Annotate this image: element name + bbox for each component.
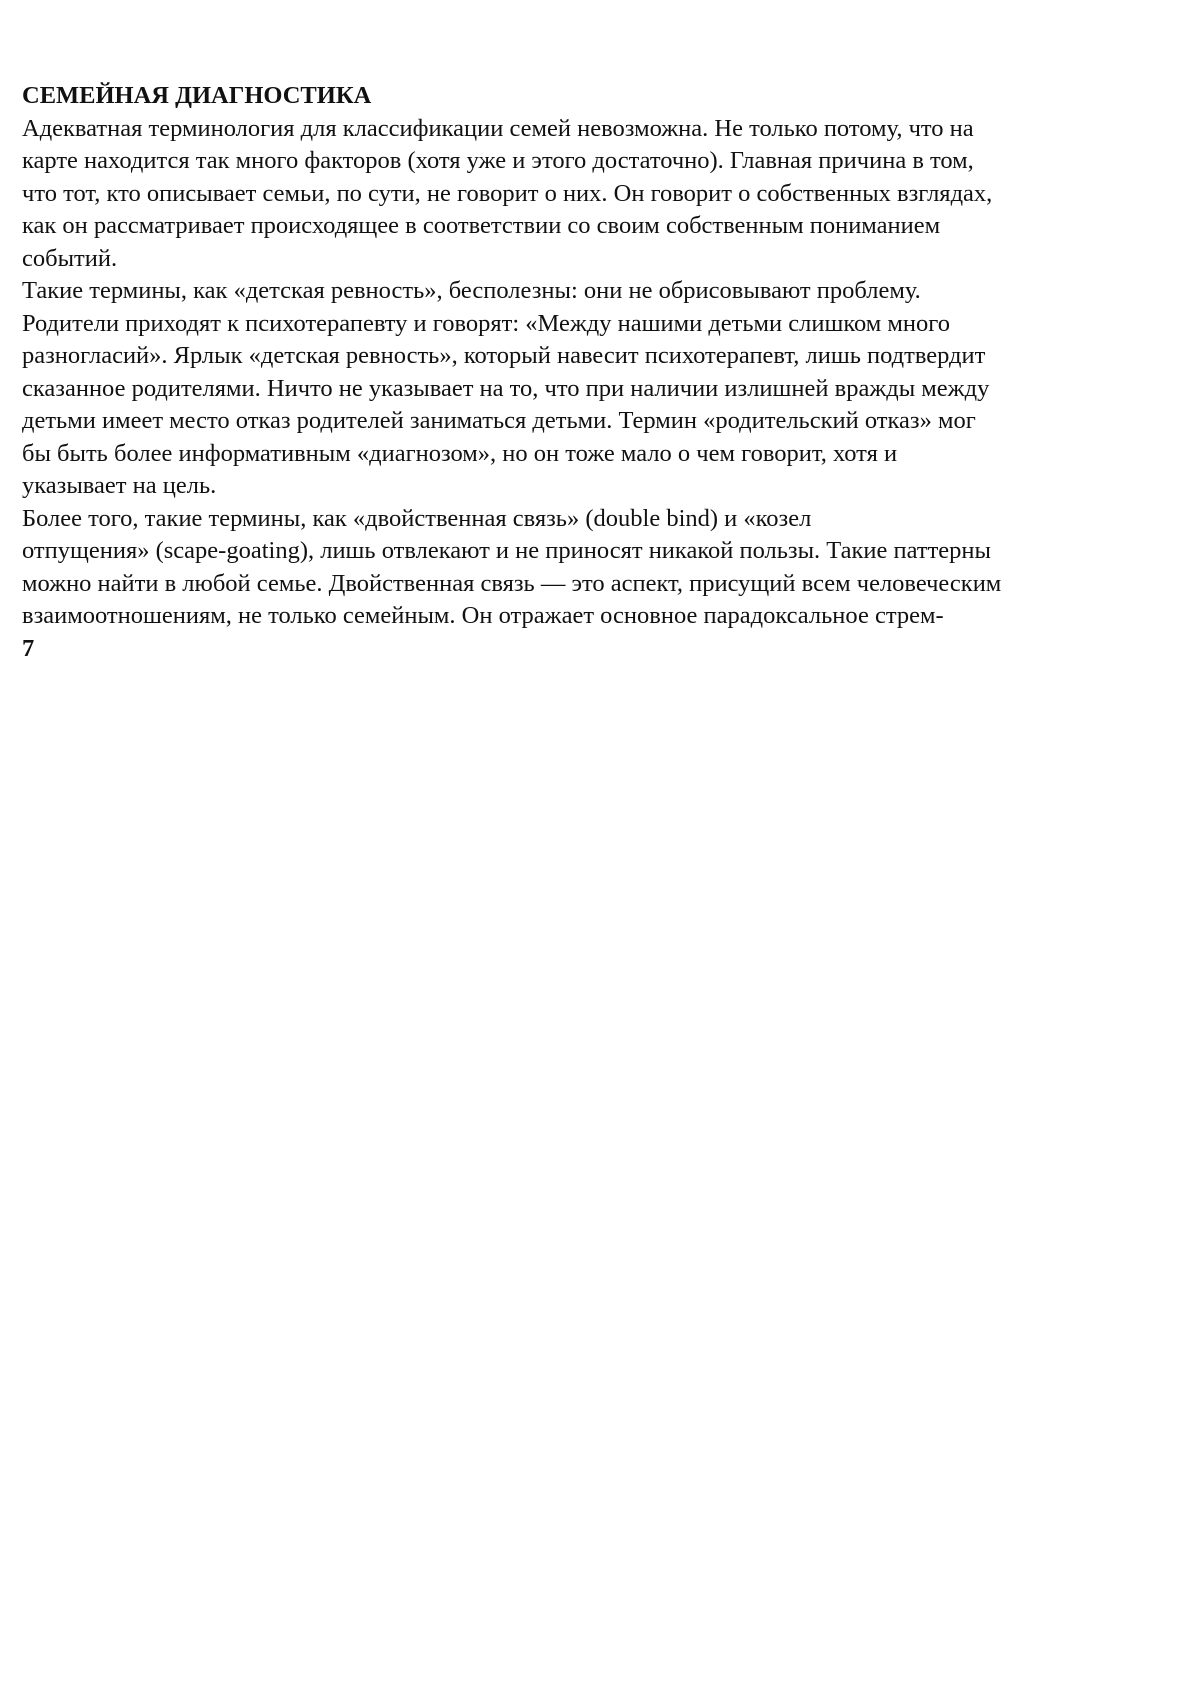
text-line: указывает на цель.	[22, 472, 217, 499]
document-body	[22, 113, 1182, 633]
text-line: можно найти в любой семье. Двойственная связь — это аспект, присущий всем человеческим	[22, 569, 1002, 597]
text-line: бы быть более информативным «диагнозом», но он тоже мало о чем говорит, хотя и	[22, 439, 898, 467]
text-line: карте находится так много факторов (хотя уже и этого достаточно). Главная причина в том,	[22, 147, 974, 174]
text-line: Такие термины, как «детская ревность», бесполезны: они не обрисовывают проблему.	[22, 277, 921, 304]
document-page	[22, 80, 1182, 665]
document-title: СЕМЕЙНАЯ ДИАГНОСТИКА	[22, 82, 372, 109]
text-line: детьми имеет место отказ родителей заниматься детьми. Термин «родительский отказ» мог	[22, 407, 976, 434]
text-line: отпущения» (scape-goating), лишь отвлекают и не приносят никакой пользы. Такие паттерны	[22, 537, 991, 564]
text-line: событий.	[22, 244, 118, 272]
text-line: как он рассматривает происходящее в соответствии со своим собственным пониманием	[22, 212, 941, 239]
page-number: 7	[22, 634, 35, 662]
text-line: что тот, кто описывает семьи, по сути, не говорит о них. Он говорит о собственных взглядах,	[22, 179, 993, 207]
text-line: Адекватная терминология для классификации семей невозможна. Не только потому, что на	[22, 114, 974, 142]
text-line: разногласий». Ярлык «детская ревность», который навесит психотерапевт, лишь подтвердит	[22, 342, 986, 369]
text-line: сказанное родителями. Ничто не указывает на то, что при наличии излишней вражды между	[22, 374, 990, 402]
text-line: взаимоотношениям, не только семейным. Он отражает основное парадоксальное стрем-	[22, 602, 944, 629]
text-line: Более того, такие термины, как «двойственная связь» (double bind) и «козел	[22, 504, 812, 532]
text-line: Родители приходят к психотерапевту и говорят: «Между нашими детьми слишком много	[22, 309, 950, 337]
